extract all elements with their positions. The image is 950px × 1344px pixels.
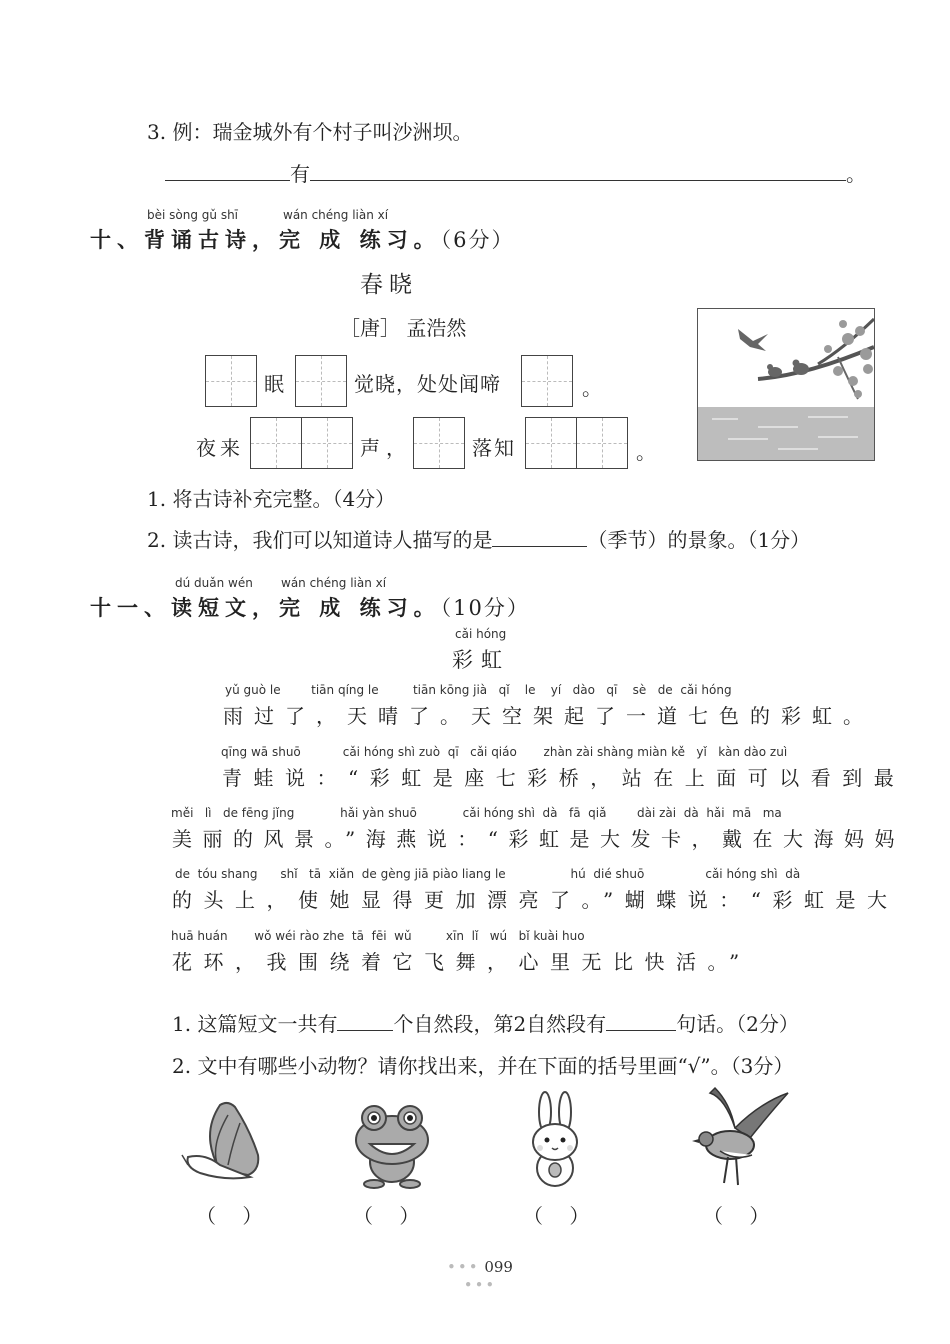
sec11-title [90, 592, 530, 622]
sec11-q1 [172, 1008, 799, 1037]
char-box[interactable] [205, 355, 257, 407]
q3-answer-row [165, 158, 866, 187]
q3-blank-mid: 有 [290, 162, 310, 186]
story-text-4: 的头上，使她显得更加漂亮了。”蝴蝶说：“彩虹是大 [172, 888, 899, 912]
sec10-title-text: 十、背诵古诗，完 成 练习。 [90, 227, 441, 252]
sec10-score: （6分） [440, 228, 515, 252]
poem-line2-end: 。 [636, 440, 656, 464]
poem-line2-c0: 夜来 [196, 436, 244, 460]
poem-illustration [697, 308, 875, 461]
sec11-pinyin-b: wán chéng liàn xí [281, 576, 387, 590]
story-text-5: 花环，我围绕着它飞舞，心里无比快活。” [172, 950, 751, 974]
sec11-q2: 2. 文中有哪些小动物？请你找出来，并在下面的括号里画“√”。（3分） [172, 1054, 794, 1078]
sec11-pinyin-a: dú duǎn wén [175, 576, 253, 590]
answer-paren-butterfly[interactable]: （ ） [196, 1204, 263, 1228]
sec10-pinyin-a: bèi sòng gǔ shī [147, 208, 239, 222]
sec11-score: （10分） [440, 596, 530, 620]
q3-blank-1[interactable] [165, 158, 290, 181]
poem-line1-end: 。 [582, 376, 602, 400]
char-box[interactable] [521, 355, 573, 407]
poem-line1-c1: 眠 [264, 372, 284, 396]
story-text-2: 青蛙说：“彩虹是座七彩桥，站在上面可以看到最 [222, 766, 906, 790]
rabbit-icon [525, 1090, 585, 1190]
spring-birds-icon [698, 309, 874, 460]
page-number: 099 [484, 1258, 513, 1276]
sec11-q1-b: 个自然段，第2自然段有 [393, 1012, 607, 1036]
q3-end: 。 [846, 162, 866, 186]
story-pinyin-2: qīng wā shuō cǎi hóng shì zuò qī cǎi qiáo zhàn zài shàng miàn kě yǐ kàn dào zuì [221, 745, 788, 759]
sec10-q2-a: 2. 读古诗，我们可以知道诗人描写的是 [147, 528, 493, 552]
butterfly-icon [180, 1095, 270, 1190]
story-pinyin-4: de tóu shang shǐ tā xiǎn de gèng jiā piào liang le hú dié shuō cǎi hóng shì dà [175, 867, 801, 881]
sec11-q1-a: 1. 这篇短文一共有 [172, 1012, 338, 1036]
poem-line2-c2: 落知 [472, 436, 516, 460]
dots-right-icon: ••• [463, 1276, 497, 1294]
answer-paren-rabbit[interactable]: （ ） [523, 1204, 590, 1228]
story-pinyin-5: huā huán wǒ wéi rào zhe tā fēi wǔ xīn lǐ wú bǐ kuài huo [171, 929, 585, 943]
story-pinyin-1: yǔ guò le tiān qíng le tiān kōng jià qǐ le yí dào qī sè de cǎi hóng [225, 683, 732, 697]
sec10-pinyin-b: wán chéng liàn xí [283, 208, 389, 222]
dots-left-icon: ••• [447, 1258, 480, 1276]
sec10-q2 [147, 524, 810, 553]
sec10-q2-b: （季节）的景象。（1分） [587, 528, 811, 552]
char-box[interactable] [413, 417, 465, 469]
char-box[interactable] [576, 417, 628, 469]
q3-blank-2[interactable] [310, 158, 846, 181]
story-title: 彩虹 [452, 648, 510, 672]
answer-paren-frog[interactable]: （ ） [353, 1204, 420, 1228]
poem-author: ［唐］ 孟浩然 [340, 316, 467, 340]
sentence-count-blank[interactable] [606, 1008, 676, 1031]
q3-label: 3. 例：瑞金城外有个村子叫沙洲坝。 [147, 120, 473, 144]
sec11-q1-c: 句话。（2分） [676, 1012, 799, 1036]
season-blank[interactable] [492, 524, 587, 547]
bird-icon [690, 1083, 790, 1193]
poem-line1-c2: 觉晓，处处闻啼 [354, 372, 501, 396]
sec11-title-text: 十一、读短文，完 成 练习。 [90, 595, 441, 620]
story-pinyin-3: měi lì de fēng jǐng hǎi yàn shuō cǎi hóng shì dà fā qiǎ dài zài dà hǎi mā ma [171, 806, 782, 820]
char-box[interactable] [525, 417, 577, 469]
sec10-q1: 1. 将古诗补充完整。（4分） [147, 487, 396, 511]
poem-line2-c1: 声， [360, 436, 412, 460]
story-text-1: 雨过了，天晴了。天空架起了一道七色的彩虹。 [223, 704, 874, 728]
page-number-row [430, 1258, 530, 1294]
story-title-pinyin: cǎi hóng [455, 627, 507, 641]
answer-paren-bird[interactable]: （ ） [703, 1204, 770, 1228]
story-text-3: 美丽的风景。”海燕说：“彩虹是大发卡，戴在大海妈妈 [172, 827, 905, 851]
paragraph-count-blank[interactable] [337, 1008, 393, 1031]
char-box[interactable] [295, 355, 347, 407]
sec10-title [90, 224, 515, 254]
poem-title: 春晓 [360, 272, 418, 298]
char-box[interactable] [250, 417, 302, 469]
frog-icon [352, 1100, 432, 1190]
char-box[interactable] [301, 417, 353, 469]
